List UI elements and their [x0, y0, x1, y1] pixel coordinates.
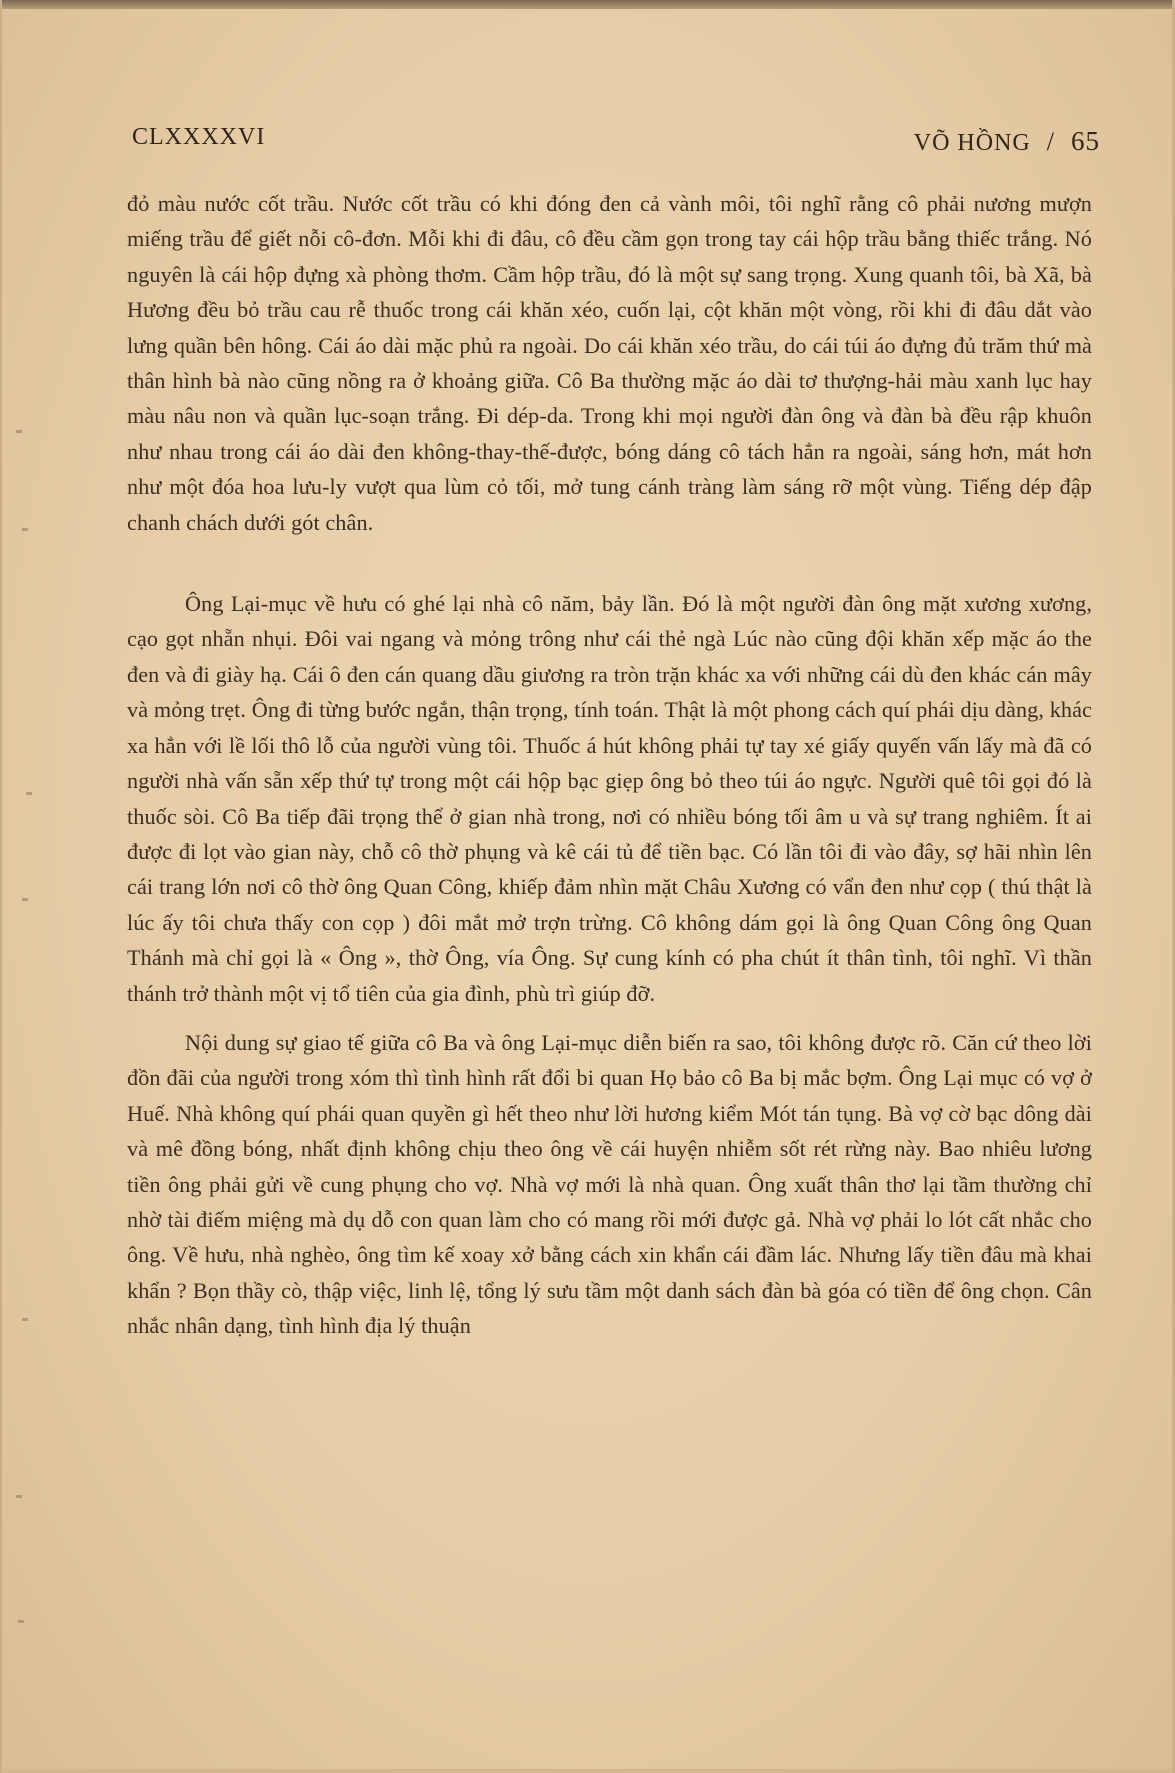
chapter-number: CLXXXXVI: [132, 124, 266, 150]
paragraph-3: Nội dung sự giao tế giữa cô Ba và ông Lại-mục diễn biến ra sao, tôi không được rõ. Căn cứ theo lời đồn đãi của người trong xóm thì tình hình rất đổi bi quan Họ bảo cô Ba bị mắc bợm. Ông Lại mục có vợ ở Huế. Nhà không quí phái quan quyền gì hết theo như lời hương kiểm Mót tán tụng. Bà vợ cờ bạc dông dài và mê đồng bóng, nhất định không chịu theo ông về cái huyện nhiễm sốt rét rừng này. Bao nhiêu lương tiền ông phải gửi về cung phụng cho vợ. Nhà vợ mới là nhà quan. Ông xuất thân thơ lại tầm thường chỉ nhờ tài điếm miệng mà dụ dỗ con quan làm cho có mang rồi mới được gả. Nhà vợ phải lo lót cất nhắc cho ông. Về hưu, nhà nghèo, ông tìm kế xoay xở bằng cách xin khẩn cái đầm lác. Nhưng lấy tiền đâu mà khai khẩn ? Bọn thầy cò, thập việc, linh lệ, tổng lý sưu tầm một danh sách đàn bà góa có tiền để ông chọn. Cân nhắc nhân dạng, tình hình địa lý thuận: [127, 1029, 1092, 1339]
paragraph-1: đỏ màu nước cốt trầu. Nước cốt trầu có khi đóng đen cả vành môi, tôi nghĩ rằng cô phải nương mượn miếng trầu để giết nỗi cô-đơn. Mỗi khi đi đâu, cô đều cầm gọn trong tay cái hộp trầu bằng thiếc trắng. Nó nguyên là cái hộp đựng xà phòng thơm. Cầm hộp trầu, đó là một sự sang trọng. Xung quanh tôi, bà Xã, bà Hương đều bỏ trầu cau rễ thuốc trong cái khăn xéo, cuốn lại, cột khăn một vòng, rồi khi đi đâu dắt vào lưng quần bên hông. Cái áo dài mặc phủ ra ngoài. Do cái khăn xéo trầu, do cái túi áo đựng đủ trăm thứ mà thân hình bà nào cũng nồng ra ở khoảng giữa. Cô Ba thường mặc áo dài tơ thượng-hải màu xanh lục hay màu nâu non và quần lục-soạn trắng. Đi dép-da. Trong khi mọi người đàn ông và đàn bà đều rập khuôn như nhau trong cái áo dài đen không-thay-thế-được, bóng dáng cô tách hẳn ra ngoài, sáng hơn, mát hơn như một đóa hoa lưu-ly vượt qua lùm cỏ tối, mở tung cánh tràng làm sáng rỡ một vùng. Tiếng dép đập chanh chách dưới gót chân.: [127, 191, 1092, 535]
margin-speck: [18, 1620, 24, 1623]
margin-speck: [16, 430, 22, 433]
margin-speck: [22, 898, 28, 901]
margin-speck: [22, 528, 28, 531]
page-top-edge: [2, 0, 1172, 9]
header-separator: /: [1046, 127, 1055, 156]
margin-speck: [26, 792, 32, 795]
running-header: [132, 124, 1100, 164]
margin-speck: [16, 1495, 22, 1498]
body-text: [127, 186, 1092, 1344]
paragraph-gap: [127, 1011, 1092, 1025]
page-number: 65: [1071, 126, 1100, 156]
margin-speck: [22, 1318, 28, 1321]
paragraph-gap: [127, 540, 1092, 586]
author-and-page: [914, 126, 1100, 157]
paragraph-2: Ông Lại-mục về hưu có ghé lại nhà cô năm, bảy lần. Đó là một người đàn ông mặt xương xương, cạo gọt nhẵn nhụi. Đôi vai ngang và mỏng trông như cái thẻ ngà Lúc nào cũng đội khăn xếp mặc áo the đen và đi giày hạ. Cái ô đen cán quang dầu giương ra tròn trặn khác xa với những cái dù đen khác cán mây và mỏng trẹt. Ông đi từng bước ngắn, thận trọng, tính toán. Thật là một phong cách quí phái dịu dàng, khác xa hẳn với lề lối thô lỗ của người vùng tôi. Thuốc á hút không phải tự tay xé giấy quyến vấn lấy mà đã có người nhà vấn sẵn xếp thứ tự trong một cái hộp bạc giẹp ông bỏ theo túi áo ngực. Người quê tôi gọi đó là thuốc sòi. Cô Ba tiếp đãi trọng thể ở gian nhà trong, nơi có nhiều bóng tối âm u và sự trang nghiêm. Ít ai được đi lọt vào gian này, chỗ cô thờ phụng và kê cái tủ để tiền bạc. Có lần tôi đi vào đây, sợ hãi nhìn lên cái trang lớn nơi cô thờ ông Quan Công, khiếp đảm nhìn mặt Châu Xương có vẩn đen như cọp ( thú thật là lúc ấy tôi chưa thấy con cọp ) đôi mắt mở trợn trừng. Cô không dám gọi là ông Quan Công ông Quan Thánh mà chỉ gọi là « Ông », thờ Ông, vía Ông. Sự cung kính có pha chút ít thân tình, tôi nghĩ. Vì thần thánh trở thành một vị tổ tiên của gia đình, phù trì giúp đỡ.: [127, 591, 1092, 1006]
page-bottom-edge: [2, 1769, 1172, 1773]
author-name: VÕ HỒNG: [913, 130, 1031, 156]
